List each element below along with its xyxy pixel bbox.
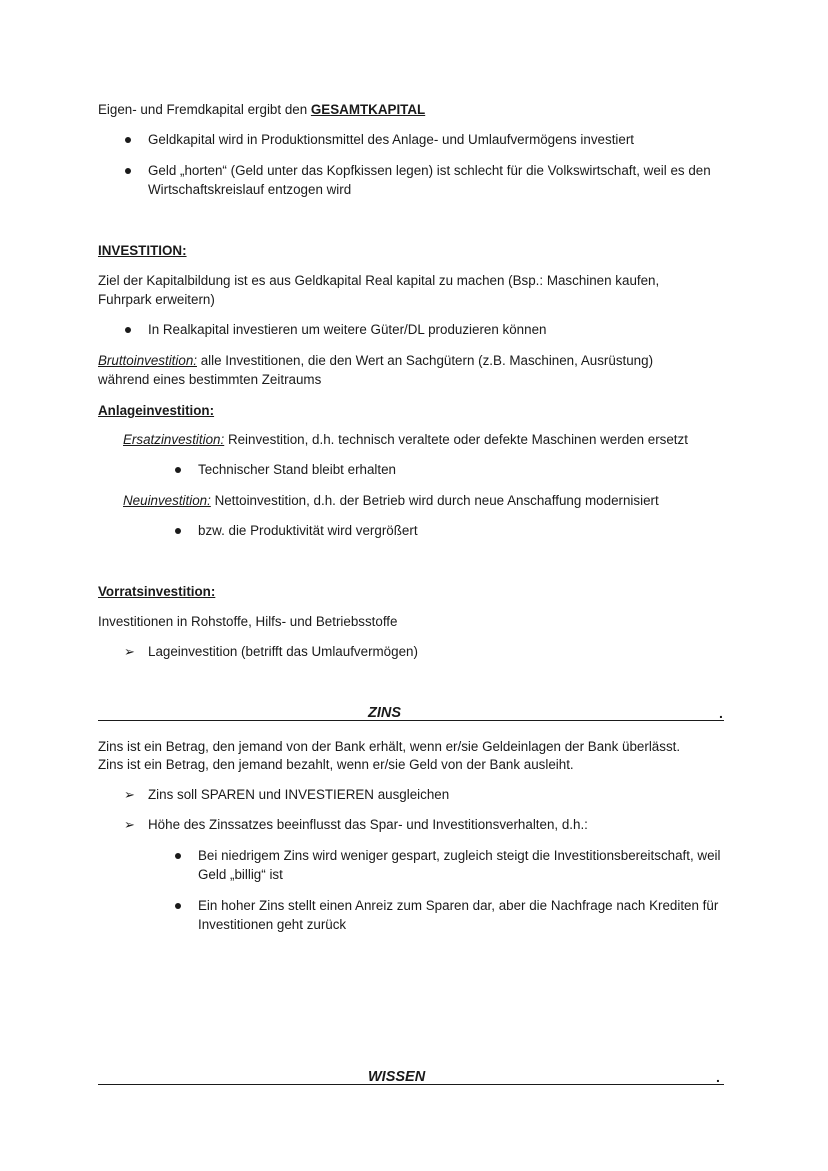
bruttoinvestition-text: alle Investitionen, die den Wert an Sachgütern (z.B. Maschinen, Ausrüstung) während eines bestimmten Zeitraums xyxy=(98,353,654,387)
investition-heading: INVESTITION: xyxy=(98,243,187,258)
neuinvestition-line xyxy=(123,491,659,510)
bullet-icon xyxy=(125,137,131,143)
neu-bullet: bzw. die Produktivität wird vergrößert xyxy=(198,523,418,538)
zins-line-2: Zins ist ein Betrag, den jemand bezahlt, wenn er/sie Geld von der Bank ausleiht. xyxy=(98,757,574,772)
vorratsinvestition-text: Investitionen in Rohstoffe, Hilfs- und Betriebsstoffe xyxy=(98,614,398,629)
intro-bullet-2: Geld „horten“ (Geld unter das Kopfkissen legen) ist schlecht für die Volkswirtschaft, weil es den Wirtschaftskreislauf entzogen wird xyxy=(148,163,711,197)
neuinvestition-label: Neuinvestition: xyxy=(123,493,211,508)
neuinvestition-text: Nettoinvestition, d.h. der Betrieb wird durch neue Anschaffung modernisiert xyxy=(210,493,659,508)
bullet-icon xyxy=(125,327,131,333)
gesamtkapital-highlight: GESAMTKAPITAL xyxy=(310,102,426,117)
vorratsinvestition-heading: Vorratsinvestition: xyxy=(98,584,216,599)
bullet-icon xyxy=(175,853,181,859)
bullet-icon xyxy=(175,903,181,909)
ersatzinvestition-label: Ersatzinvestition: xyxy=(123,432,225,447)
bullet-icon xyxy=(175,467,181,473)
zins-heading-end: . xyxy=(719,705,723,721)
wissen-heading: WISSEN xyxy=(368,1069,426,1085)
investition-bullet: In Realkapital investieren um weitere Güter/DL produzieren können xyxy=(148,322,547,337)
investition-text: Ziel der Kapitalbildung ist es aus Geldkapital Real kapital zu machen (Bsp.: Maschinen kaufen, Fuhrpark erweitern) xyxy=(98,273,660,307)
bullet-icon xyxy=(175,528,181,534)
vorrat-arrow-item: Lageinvestition (betrifft das Umlaufvermögen) xyxy=(148,644,418,659)
intro-bullet-1: Geldkapital wird in Produktionsmittel des Anlage- und Umlaufvermögens investiert xyxy=(148,132,635,147)
zins-heading: ZINS xyxy=(368,705,402,721)
zins-arrow-item-2: Höhe des Zinssatzes beeinflusst das Spar- und Investitionsverhalten, d.h.: xyxy=(148,817,588,832)
anlageinvestition-heading: Anlageinvestition: xyxy=(98,403,215,418)
arrow-bullet-icon: ➢ xyxy=(124,817,135,832)
zins-arrow-item-1: Zins soll SPAREN und INVESTIEREN ausgleichen xyxy=(148,787,450,802)
zins-sub-bullet-2: Ein hoher Zins stellt einen Anreiz zum Sparen dar, aber die Nachfrage nach Krediten für Investitionen geht zurück xyxy=(198,898,719,932)
wissen-heading-end: . xyxy=(716,1069,720,1085)
intro-line xyxy=(98,100,425,119)
zins-line-1: Zins ist ein Betrag, den jemand von der Bank erhält, wenn er/sie Geldeinlagen der Bank überlässt. xyxy=(98,739,681,754)
bruttoinvestition-line xyxy=(98,351,708,389)
ersatzinvestition-line xyxy=(123,430,688,449)
arrow-bullet-icon: ➢ xyxy=(124,787,135,802)
arrow-bullet-icon: ➢ xyxy=(124,644,135,659)
zins-heading-underline xyxy=(98,720,724,721)
bullet-icon xyxy=(125,168,131,174)
ersatz-bullet: Technischer Stand bleibt erhalten xyxy=(198,462,397,477)
zins-sub-bullet-1: Bei niedrigem Zins wird weniger gespart, zugleich steigt die Investitionsbereitschaft, weil Geld „billig“ ist xyxy=(198,848,721,882)
intro-prefix: Eigen- und Fremdkapital ergibt den xyxy=(98,102,311,117)
ersatzinvestition-text: Reinvestition, d.h. technisch veraltete oder defekte Maschinen werden ersetzt xyxy=(224,432,688,447)
bruttoinvestition-label: Bruttoinvestition: xyxy=(98,353,197,368)
